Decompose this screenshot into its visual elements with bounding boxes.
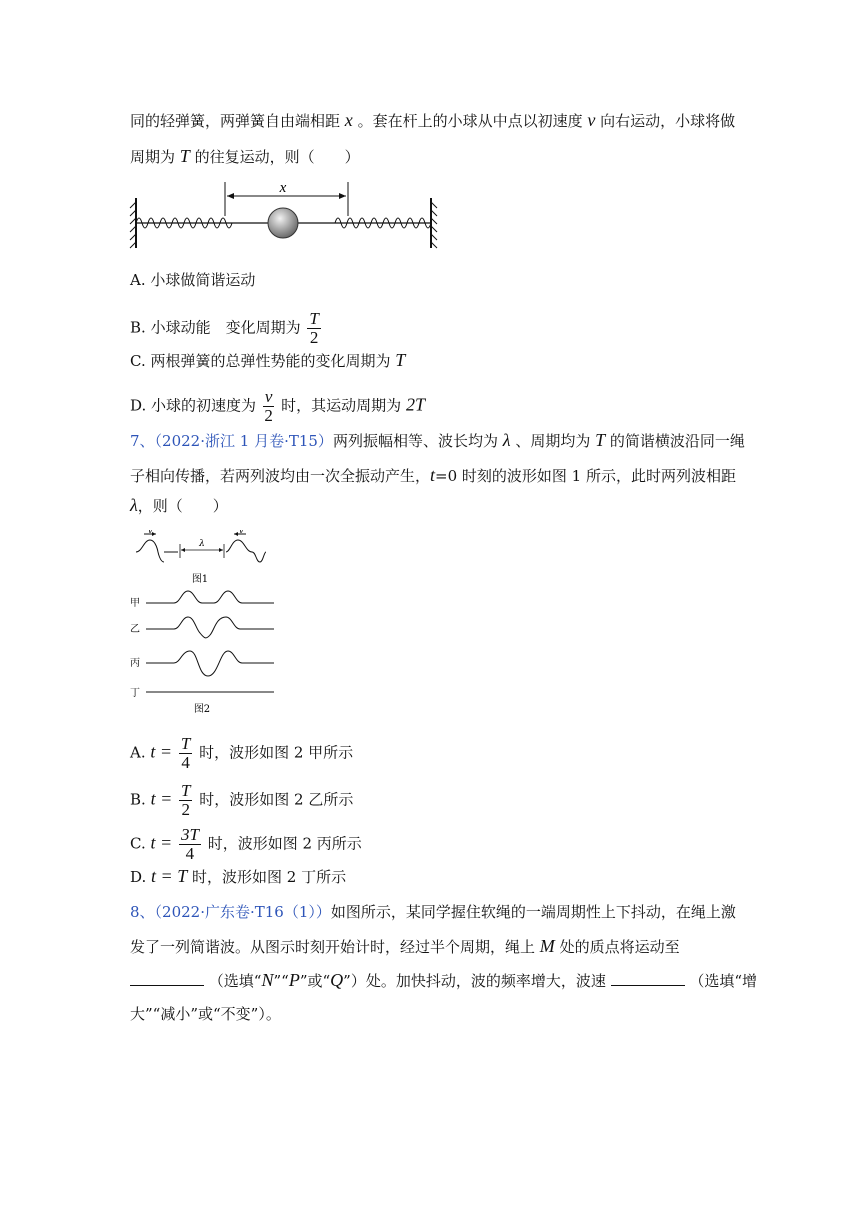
option-label: A.: [130, 743, 146, 762]
option-label: D.: [130, 868, 147, 886]
fig1-lambda: λ: [199, 539, 205, 549]
q8-stem-text: ”或“: [299, 972, 331, 990]
option-text: 两根弹簧的总弹性势能的变化周期为: [150, 352, 391, 370]
q8-stem-line2: [130, 936, 680, 957]
fig2-caption: 图2: [193, 704, 211, 715]
option-text: 时，波形如图 2 甲所示: [199, 743, 354, 762]
option-label: B.: [130, 318, 146, 337]
q6-option-c: [130, 350, 405, 371]
q8-stem-text: 大”“减小”或“不变”）。: [130, 1005, 281, 1023]
q7-option-c: [130, 826, 362, 863]
option-equation: t =: [150, 788, 173, 809]
q8-number: 8、: [130, 903, 155, 921]
q8-stem-text: ”）处。加快抖动，波的频率增大，波速: [343, 972, 606, 990]
q6-b-fraction: [307, 310, 320, 347]
q6-var-x: x: [344, 110, 353, 130]
q6-d-fraction: [263, 388, 275, 425]
answer-blank-2[interactable]: [611, 971, 685, 986]
q7-source: （2022·浙江 1 月卷·T15）: [154, 432, 333, 450]
q7-stem-line2: [130, 465, 736, 486]
q6-d-value: 2T: [405, 394, 425, 415]
fig2-row-label: 乙: [130, 624, 140, 635]
q8-source: （2022·广东卷·T16（1））: [154, 903, 331, 921]
q6-stem-text: 。套在杆上的小球从中点以初速度: [357, 112, 583, 130]
q7-b-fraction: [179, 782, 192, 819]
fraction-numerator: T: [181, 781, 191, 800]
option-text: 时，波形如图 2 丙所示: [207, 834, 362, 853]
fraction-denominator: 4: [181, 753, 190, 772]
fig1-v-left: v: [148, 530, 153, 535]
q7-stem-line1: [130, 430, 745, 451]
q8-stem-line1: [130, 902, 736, 922]
option-text: 时，其运动周期为: [281, 396, 402, 415]
q7-figure-1: [128, 530, 278, 590]
q7-stem-text: 两列振幅相等、波长均为: [332, 432, 498, 450]
q7-number: 7、: [130, 432, 155, 450]
q6-c-var: T: [395, 350, 406, 370]
option-text: 时，波形如图 2 乙所示: [199, 790, 354, 809]
fraction-numerator: T: [180, 734, 191, 753]
q8-var-M: M: [539, 936, 555, 956]
fraction-numerator: 3T: [180, 825, 199, 844]
q6-stem-text: 同的轻弹簧，两弹簧自由端相距: [130, 112, 341, 130]
q6-stem-line1: [130, 110, 735, 131]
fraction-numerator: v: [264, 387, 273, 406]
fraction-denominator: 2: [264, 406, 273, 425]
option-equation: t = T: [151, 866, 188, 886]
q7-stem-line3: [130, 495, 228, 516]
q7-stem-text: =0 时刻的波形如图 1 所示，此时两列波相距: [435, 467, 736, 485]
q8-stem-text: （选填“增: [689, 972, 758, 990]
q6-spring-figure: [128, 176, 448, 256]
fig1-caption: 图1: [191, 574, 209, 585]
q6-option-b: [130, 310, 323, 347]
q8-var-Q: Q: [330, 970, 344, 990]
q8-var-N: N: [261, 970, 274, 990]
q6-stem-line2: [130, 146, 360, 167]
q6-stem-text: 周期为: [130, 148, 176, 166]
option-label: A.: [130, 271, 146, 289]
q6-stem-text: 的往复运动，则（ ）: [194, 148, 360, 166]
fraction-denominator: 2: [309, 328, 319, 347]
q7-stem-text: ，则（ ）: [137, 497, 228, 515]
q7-option-a: [130, 735, 353, 772]
fig2-row-label: 丙: [130, 658, 140, 669]
option-label: C.: [130, 834, 146, 853]
q7-lambda: λ: [130, 495, 138, 515]
q7-var-T: T: [595, 430, 606, 450]
option-text: 小球做简谐运动: [150, 271, 256, 289]
option-label: D.: [130, 396, 147, 415]
q7-stem-text: 子相向传播，若两列波均由一次全振动产生，: [130, 467, 431, 485]
q6-stem-text: 向右运动，小球将做: [600, 112, 736, 130]
fig1-v-right: v: [239, 530, 244, 535]
q8-stem-text: 发了一列简谐波。从图示时刻开始计时，经过半个周期，绳上: [130, 938, 536, 956]
q7-lambda: λ: [502, 430, 511, 450]
q7-stem-text: 、周期均为: [515, 432, 591, 450]
fig2-row-label: 丁: [130, 688, 140, 699]
fraction-denominator: 2: [181, 800, 190, 819]
q6-option-d: [130, 388, 425, 425]
q7-var-t: t: [430, 465, 436, 485]
fraction-numerator: T: [309, 309, 319, 328]
option-equation: t =: [150, 741, 173, 762]
q8-stem-text: ”“: [273, 972, 289, 990]
option-text: 时，波形如图 2 丁所示: [192, 868, 347, 886]
option-equation: t =: [150, 832, 173, 853]
q6-var-v: v: [587, 110, 596, 130]
q7-stem-text: 的简谐横波沿同一绳: [609, 432, 745, 450]
q8-stem-text: （选填“: [208, 972, 262, 990]
q7-a-fraction: [179, 735, 192, 772]
q8-var-P: P: [288, 970, 300, 990]
q7-c-fraction: [179, 826, 201, 863]
fraction-denominator: 4: [185, 844, 195, 863]
option-label: C.: [130, 352, 146, 370]
q6-option-a: [130, 270, 255, 290]
option-text: 小球动能 变化周期为: [150, 318, 301, 337]
q8-stem-text: 如图所示，某同学握住软绳的一端周期性上下抖动，在绳上激: [330, 903, 736, 921]
q6-var-T: T: [179, 146, 190, 166]
option-label: B.: [130, 790, 146, 809]
q7-figure-2: [128, 588, 288, 718]
q7-option-b: [130, 782, 353, 819]
fig2-row-label: 甲: [130, 598, 140, 609]
q6-figure-x-label: x: [279, 180, 287, 196]
option-text: 小球的初速度为: [151, 396, 257, 415]
q8-stem-line4: [130, 1004, 281, 1024]
q7-option-d: [130, 866, 346, 887]
q8-stem-text: 处的质点将运动至: [559, 938, 680, 956]
answer-blank-1[interactable]: [130, 971, 204, 986]
q8-stem-line3: [130, 970, 757, 991]
